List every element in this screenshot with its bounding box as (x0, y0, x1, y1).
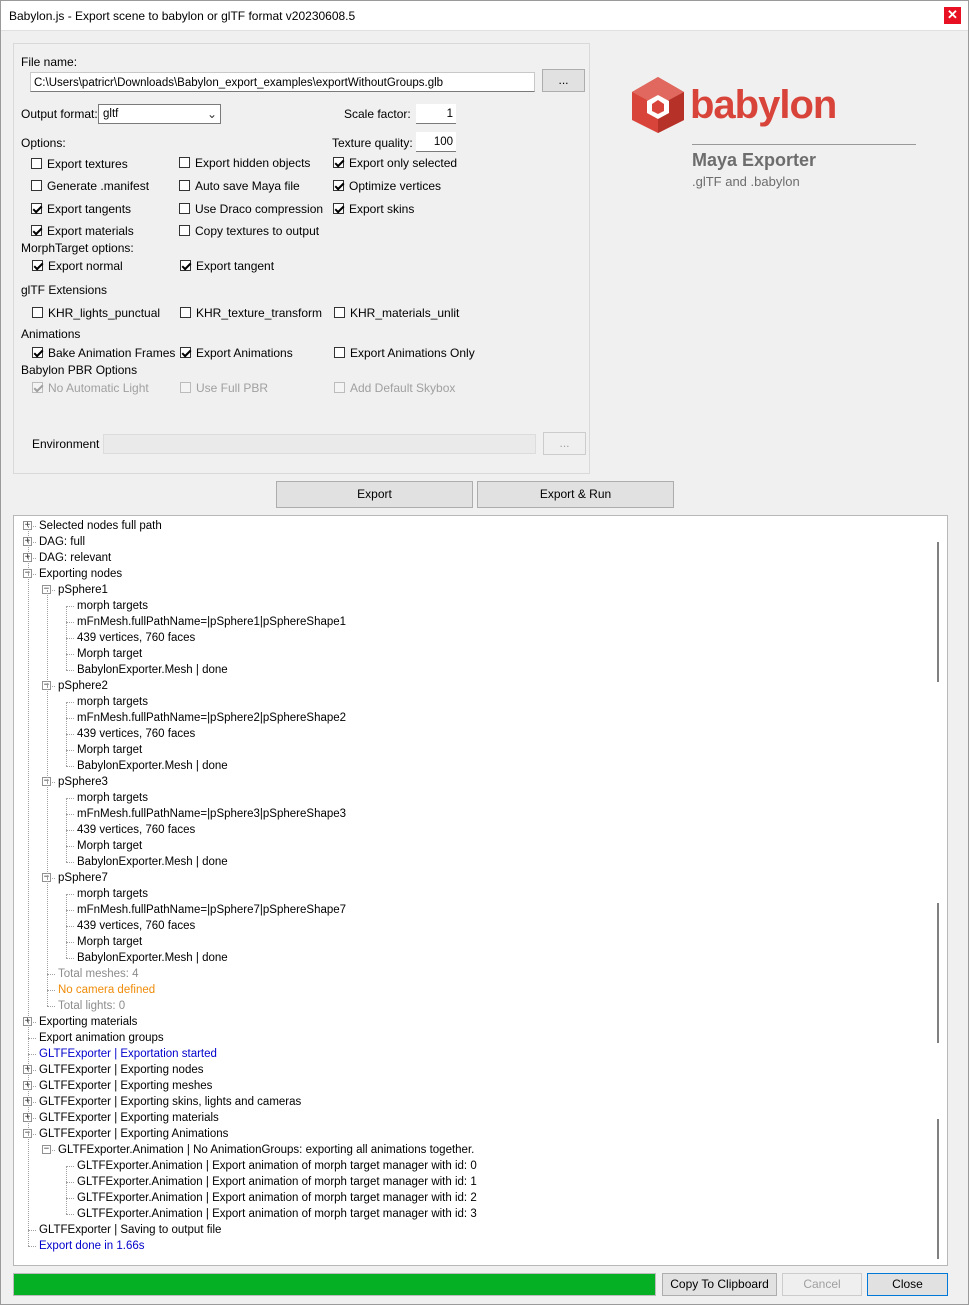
log-row[interactable]: GLTFExporter.Animation | No AnimationGroups: exporting all animations together. (58, 1144, 475, 1156)
options-panel (13, 43, 590, 474)
tree-connector (47, 974, 55, 975)
tree-connector (66, 894, 74, 895)
tree-connector (28, 574, 29, 1022)
file-name-label: File name: (21, 55, 78, 69)
collapse-icon[interactable]: − (24, 1128, 31, 1138)
logo-wordmark: babylon (690, 83, 837, 127)
tree-connector (66, 750, 74, 751)
log-row[interactable]: GLTFExporter.Animation | Export animation of morph target manager with id: 1 (77, 1176, 477, 1188)
use-draco-checkbox[interactable]: Use Draco compression (179, 202, 323, 218)
tree-connector (66, 1214, 74, 1215)
export-progress-bar (13, 1273, 656, 1296)
log-row[interactable]: GLTFExporter | Saving to output file (39, 1224, 222, 1236)
tree-connector (66, 1166, 74, 1167)
add-default-skybox-checkbox: Add Default Skybox (334, 381, 455, 397)
log-row[interactable]: Morph target (77, 648, 143, 660)
export-run-button[interactable]: Export & Run (477, 481, 674, 508)
logo-caption: .glTF and .babylon (692, 174, 800, 189)
tree-connector (66, 814, 67, 830)
tree-connector (66, 894, 67, 910)
log-row[interactable]: pSphere3 (58, 776, 108, 788)
tree-connector (66, 926, 74, 927)
log-row[interactable]: GLTFExporter | Exporting nodes (39, 1064, 204, 1076)
browse-file-button[interactable]: ... (542, 69, 585, 92)
checkbox-checked-icon (180, 260, 191, 271)
tree-connector (66, 798, 74, 799)
collapse-icon[interactable]: − (43, 680, 50, 690)
tree-connector (66, 718, 67, 734)
tree-connector (66, 1182, 67, 1198)
log-row[interactable]: pSphere2 (58, 680, 108, 692)
no-automatic-light-checkbox: No Automatic Light (32, 381, 149, 397)
log-row[interactable]: GLTFExporter | Exporting Animations (39, 1128, 229, 1140)
tree-connector (66, 1166, 67, 1182)
khr-materials-unlit-checkbox[interactable]: KHR_materials_unlit (334, 306, 459, 322)
morph-options-label: MorphTarget options: (21, 241, 134, 255)
checkbox-icon (179, 225, 190, 236)
tree-connector (47, 990, 55, 991)
log-scrollbar[interactable] (930, 516, 947, 1265)
expand-icon[interactable]: + (24, 552, 31, 562)
export-tangents-checkbox[interactable]: Export tangents (31, 202, 131, 218)
tree-connector (28, 542, 29, 558)
copy-to-clipboard-button[interactable]: Copy To Clipboard (662, 1273, 777, 1296)
tree-connector (66, 846, 67, 862)
checkbox-icon (180, 382, 191, 393)
window-title: Babylon.js - Export scene to babylon or glTF format v20230608.5 (9, 9, 356, 23)
tree-connector (66, 654, 67, 670)
log-row[interactable]: Exporting nodes (39, 568, 123, 580)
tree-connector (28, 1038, 36, 1039)
checkbox-icon (179, 157, 190, 168)
output-format-value: gltf (103, 108, 119, 120)
tree-connector (66, 942, 67, 958)
log-row[interactable]: GLTFExporter | Exporting materials (39, 1112, 219, 1124)
tree-connector (66, 814, 74, 815)
export-materials-checkbox[interactable]: Export materials (31, 224, 134, 240)
expand-icon[interactable]: + (24, 536, 31, 546)
tree-connector (66, 654, 74, 655)
log-row[interactable]: Morph target (77, 744, 143, 756)
log-row[interactable]: DAG: relevant (39, 552, 112, 564)
tree-connector (66, 958, 74, 959)
tree-connector (28, 1102, 29, 1118)
environment-input (103, 434, 536, 454)
export-skins-checkbox[interactable]: Export skins (333, 202, 414, 218)
collapse-icon[interactable]: − (43, 872, 50, 882)
output-format-select[interactable] (98, 104, 221, 124)
auto-save-maya-checkbox[interactable]: Auto save Maya file (179, 179, 300, 195)
khr-lights-punctual-checkbox[interactable]: KHR_lights_punctual (32, 306, 160, 322)
collapse-icon[interactable]: − (43, 1144, 50, 1154)
log-row[interactable]: mFnMesh.fullPathName=|pSphere3|pSphereShape3 (77, 808, 347, 820)
log-row[interactable]: GLTFExporter | Exportation started (39, 1048, 217, 1060)
tree-connector (66, 750, 67, 766)
tree-connector (66, 910, 67, 926)
checkbox-checked-icon (180, 347, 191, 358)
tree-connector (28, 1230, 36, 1231)
tree-connector (28, 1246, 36, 1247)
tree-connector (47, 878, 48, 974)
tree-connector (47, 974, 48, 990)
tree-connector (28, 1230, 29, 1246)
gltf-extensions-label: glTF Extensions (21, 283, 108, 297)
scroll-thumb[interactable] (937, 542, 939, 682)
export-button[interactable]: Export (276, 481, 473, 508)
pbr-options-label: Babylon PBR Options (21, 363, 138, 377)
scale-factor-label: Scale factor: (344, 107, 411, 121)
log-row[interactable]: Morph target (77, 840, 143, 852)
expand-icon[interactable]: + (24, 1016, 31, 1026)
options-label: Options: (21, 136, 66, 150)
close-button[interactable]: Close (867, 1273, 948, 1296)
tree-connector (47, 1006, 55, 1007)
tree-connector (28, 1134, 29, 1230)
tree-connector (66, 910, 74, 911)
checkbox-icon (334, 307, 345, 318)
checkbox-checked-icon (333, 157, 344, 168)
checkbox-checked-icon (31, 225, 42, 236)
scroll-thumb[interactable] (937, 903, 939, 1043)
tree-connector (28, 1038, 29, 1054)
checkbox-checked-icon (32, 347, 43, 358)
tree-connector (66, 718, 74, 719)
export-hidden-objects-checkbox[interactable]: Export hidden objects (179, 156, 310, 172)
animations-label: Animations (21, 327, 81, 341)
expand-icon[interactable]: + (24, 1080, 31, 1090)
title-bar (0, 0, 969, 31)
export-animations-only-checkbox[interactable]: Export Animations Only (334, 346, 475, 362)
texture-quality-label: Texture quality: (332, 136, 413, 150)
log-row[interactable]: 439 vertices, 760 faces (77, 632, 196, 644)
expand-icon[interactable]: + (24, 1112, 31, 1122)
log-row[interactable]: Selected nodes full path (39, 520, 162, 532)
texture-quality-input[interactable]: 100 (416, 132, 456, 152)
export-only-selected-checkbox[interactable]: Export only selected (333, 156, 457, 172)
morph-export-normal-checkbox[interactable]: Export normal (32, 259, 123, 275)
cancel-button: Cancel (782, 1273, 862, 1296)
expand-icon[interactable]: + (24, 1064, 31, 1074)
environment-label: Environment (32, 437, 100, 451)
checkbox-icon (180, 307, 191, 318)
use-full-pbr-checkbox: Use Full PBR (180, 381, 268, 397)
output-format-label: Output format: (21, 107, 98, 121)
log-row[interactable]: Export animation groups (39, 1032, 164, 1044)
log-row[interactable]: 439 vertices, 760 faces (77, 920, 196, 932)
tree-connector (47, 686, 48, 782)
export-log-tree[interactable] (13, 515, 948, 1266)
log-row[interactable]: GLTFExporter.Animation | Export animation of morph target manager with id: 0 (77, 1160, 477, 1172)
babylon-logo (630, 75, 930, 195)
babylon-logo-icon (630, 75, 686, 135)
tree-connector (28, 1054, 29, 1070)
environment-browse-button: ... (543, 432, 586, 455)
window-close-button[interactable]: ✕ (944, 7, 961, 24)
log-row[interactable]: morph targets (77, 696, 148, 708)
checkbox-icon (334, 347, 345, 358)
checkbox-checked-icon (32, 382, 43, 393)
log-row[interactable]: BabylonExporter.Mesh | done (77, 952, 228, 964)
tree-connector (66, 638, 74, 639)
log-row[interactable]: pSphere7 (58, 872, 108, 884)
tree-connector (28, 1022, 29, 1038)
file-name-input[interactable]: C:\Users\patricr\Downloads\Babylon_export_examples\exportWithoutGroups.glb (30, 72, 535, 92)
scale-factor-input[interactable]: 1 (416, 104, 456, 124)
tree-connector (66, 606, 74, 607)
tree-connector (66, 702, 74, 703)
logo-divider (692, 144, 916, 145)
log-row[interactable]: GLTFExporter.Animation | Export animation of morph target manager with id: 2 (77, 1192, 477, 1204)
morph-export-tangent-checkbox[interactable]: Export tangent (180, 259, 274, 275)
log-row[interactable]: mFnMesh.fullPathName=|pSphere7|pSphereShape7 (77, 904, 347, 916)
progress-fill (14, 1274, 655, 1295)
checkbox-icon (179, 180, 190, 191)
checkbox-checked-icon (31, 203, 42, 214)
tree-connector (66, 622, 74, 623)
khr-texture-transform-checkbox[interactable]: KHR_texture_transform (180, 306, 322, 322)
generate-manifest-checkbox[interactable]: Generate .manifest (31, 179, 149, 195)
tree-connector (66, 622, 67, 638)
tree-connector (28, 1118, 29, 1134)
tree-connector (28, 558, 29, 574)
expand-icon[interactable]: + (24, 520, 31, 530)
log-row[interactable]: GLTFExporter.Animation | Export animation of morph target manager with id: 3 (77, 1208, 477, 1220)
export-animations-checkbox[interactable]: Export Animations (180, 346, 293, 362)
logo-subtitle: Maya Exporter (692, 150, 817, 170)
log-row[interactable]: Exporting materials (39, 1016, 138, 1028)
scroll-thumb[interactable] (937, 1119, 939, 1259)
tree-connector (66, 702, 67, 718)
tree-connector (28, 1054, 36, 1055)
tree-connector (47, 590, 48, 686)
tree-connector (66, 638, 67, 654)
optimize-vertices-checkbox[interactable]: Optimize vertices (333, 179, 441, 195)
collapse-icon[interactable]: − (43, 584, 50, 594)
log-row[interactable]: Export done in 1.66s (39, 1240, 145, 1252)
log-row[interactable]: BabylonExporter.Mesh | done (77, 856, 228, 868)
tree-connector (66, 830, 67, 846)
export-textures-checkbox[interactable]: Export textures (31, 157, 128, 173)
checkbox-icon (179, 203, 190, 214)
tree-connector (66, 734, 74, 735)
log-row[interactable]: morph targets (77, 888, 148, 900)
tree-connector (66, 926, 67, 942)
tree-connector (66, 830, 74, 831)
checkbox-icon (31, 180, 42, 191)
log-row[interactable]: mFnMesh.fullPathName=|pSphere1|pSphereShape1 (77, 616, 347, 628)
log-row[interactable]: BabylonExporter.Mesh | done (77, 664, 228, 676)
checkbox-checked-icon (333, 180, 344, 191)
log-row[interactable]: Morph target (77, 936, 143, 948)
tree-connector (66, 606, 67, 622)
log-row[interactable]: BabylonExporter.Mesh | done (77, 760, 228, 772)
tree-connector (47, 782, 48, 878)
chevron-down-icon: ⌄ (206, 107, 217, 121)
log-row[interactable]: No camera defined (58, 984, 156, 996)
log-row[interactable]: Total meshes: 4 (58, 968, 139, 980)
tree-connector (66, 798, 67, 814)
tree-connector (47, 990, 48, 1006)
tree-connector (66, 1198, 67, 1214)
tree-connector (28, 526, 29, 542)
log-row[interactable]: 439 vertices, 760 faces (77, 728, 196, 740)
collapse-icon[interactable]: − (43, 776, 50, 786)
tree-connector (66, 846, 74, 847)
checkbox-checked-icon (333, 203, 344, 214)
log-row[interactable]: Total lights: 0 (58, 1000, 126, 1012)
tree-connector (66, 862, 74, 863)
copy-textures-checkbox[interactable]: Copy textures to output (179, 224, 319, 240)
log-row[interactable]: GLTFExporter | Exporting skins, lights and cameras (39, 1096, 302, 1108)
checkbox-icon (334, 382, 345, 393)
tree-connector (28, 1070, 29, 1086)
tree-connector (66, 734, 67, 750)
tree-connector (66, 942, 74, 943)
log-row[interactable]: morph targets (77, 600, 148, 612)
tree-connector (28, 1086, 29, 1102)
checkbox-icon (31, 158, 42, 169)
log-row[interactable]: mFnMesh.fullPathName=|pSphere2|pSphereShape2 (77, 712, 347, 724)
collapse-icon[interactable]: − (24, 568, 31, 578)
tree-connector (66, 766, 74, 767)
expand-icon[interactable]: + (24, 1096, 31, 1106)
log-row[interactable]: morph targets (77, 792, 148, 804)
log-row[interactable]: GLTFExporter | Exporting meshes (39, 1080, 213, 1092)
log-row[interactable]: DAG: full (39, 536, 86, 548)
tree-connector (66, 1182, 74, 1183)
log-row[interactable]: 439 vertices, 760 faces (77, 824, 196, 836)
tree-connector (66, 670, 74, 671)
tree-connector (66, 1198, 74, 1199)
log-row[interactable]: pSphere1 (58, 584, 108, 596)
checkbox-checked-icon (32, 260, 43, 271)
checkbox-icon (32, 307, 43, 318)
bake-animation-frames-checkbox[interactable]: Bake Animation Frames (32, 346, 175, 362)
